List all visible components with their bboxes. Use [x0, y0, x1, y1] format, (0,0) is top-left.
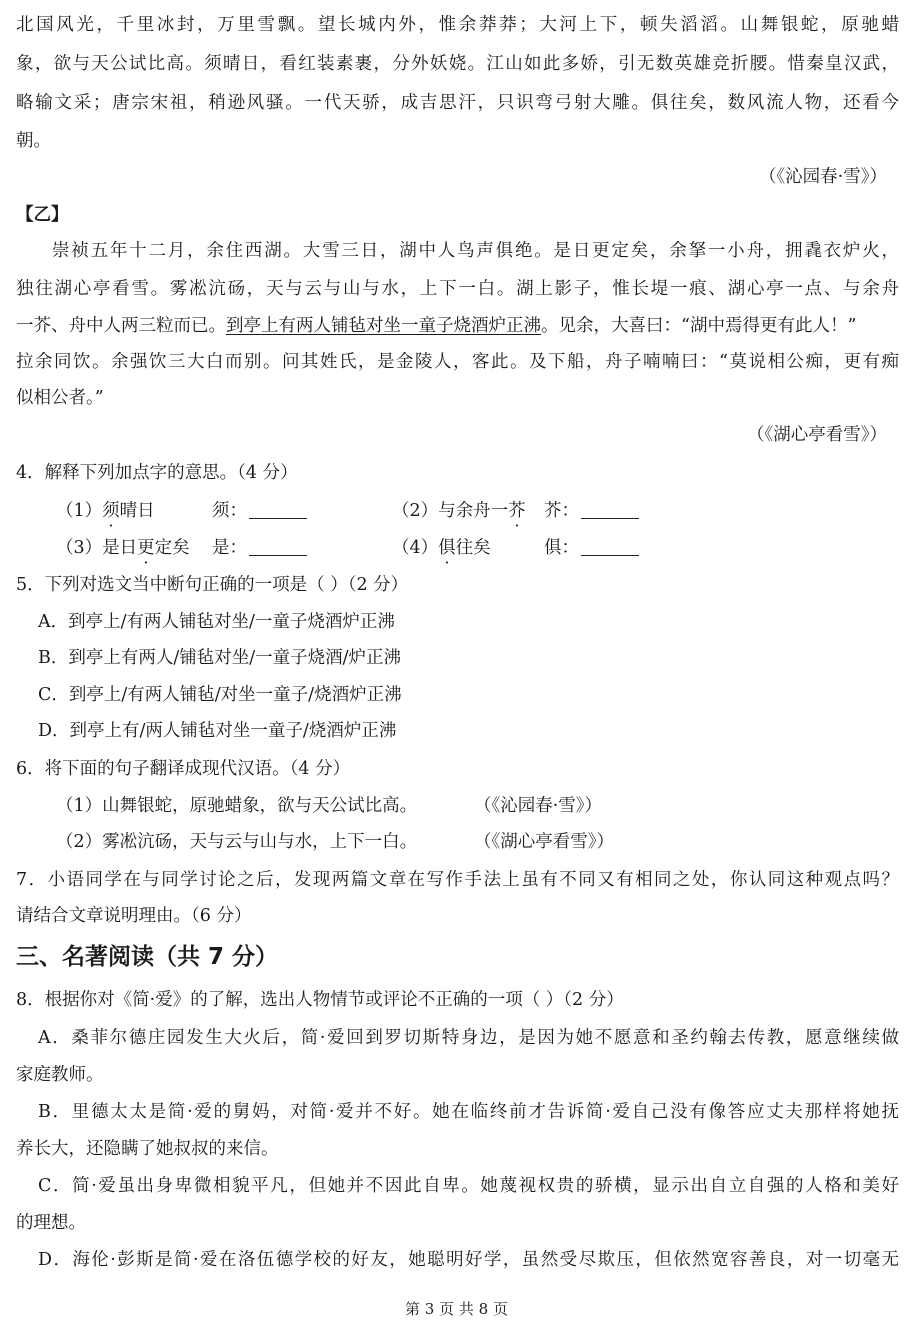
question-5-stem: 5．下列对选文当中断句正确的一项是（ ）（2 分） — [16, 575, 409, 595]
poem-source: （《沁园春·雪》） — [758, 167, 887, 187]
q6-sentence: （1）山舞银蛇，原驰蜡象，欲与天公试比高。 — [56, 796, 418, 816]
item-number: （1） — [56, 501, 103, 521]
answer-blank[interactable] — [249, 502, 307, 519]
item-text: 晴日 — [119, 501, 155, 521]
q4-item — [56, 537, 190, 559]
q8-option-b-cont: 养长大，还隐瞒了她叔叔的来信。 — [16, 1139, 279, 1159]
poem-line: 朝。 — [16, 131, 51, 151]
poem-line: 略输文采；唐宗宋祖，稍逊风骚。一代天骄，成吉思汗，只识弯弓射大雕。俱往矣，数风流人物，还看今 — [16, 93, 899, 113]
q6-item — [16, 795, 899, 819]
q5-option-d[interactable]: D．到亭上有/两人铺毡对坐一童子/烧酒炉正沸 — [38, 721, 397, 741]
q5-option-c[interactable]: C．到亭上/有两人铺毡/对坐一童子/烧酒炉正沸 — [38, 685, 402, 705]
item-number: （2） — [392, 501, 439, 521]
q8-option-c-cont: 的理想。 — [16, 1213, 86, 1233]
q6-item — [16, 831, 899, 855]
question-4-row — [16, 537, 899, 561]
passage-line: 似相公者。” — [16, 388, 104, 408]
item-text: 往矣 — [455, 538, 491, 558]
q6-source: （《湖心亭看雪》） — [474, 832, 614, 852]
q5-option-a[interactable]: A．到亭上/有两人铺毡对坐/一童子烧酒炉正沸 — [38, 612, 395, 632]
q4-item — [56, 500, 155, 522]
dotted-char: 须 — [102, 501, 120, 521]
q4-answer — [544, 537, 639, 559]
q6-sentence: （2）雾凇沆砀，天与云与山与水，上下一白。 — [56, 832, 418, 852]
dotted-char: 俱 — [438, 538, 456, 558]
q4-answer — [212, 537, 307, 559]
answer-blank[interactable] — [581, 502, 639, 519]
question-8-stem: 8．根据你对《简·爱》的了解，选出人物情节或评论不正确的一项（ ）（2 分） — [16, 990, 624, 1010]
answer-label: 俱： — [544, 538, 579, 558]
q4-answer — [212, 500, 307, 522]
section-heading: 三、名著阅读（共 7 分） — [16, 944, 279, 970]
section-label-yi: 【乙】 — [16, 205, 69, 225]
dotted-char: 更 — [137, 538, 155, 558]
q8-option-d[interactable]: D．海伦·彭斯是简·爱在洛伍德学校的好友，她聪明好学，虽然受尽欺压，但依然宽容善良，对一切毫无 — [38, 1250, 899, 1270]
passage-line: 拉余同饮。余强饮三大白而别。问其姓氏，是金陵人，客此。及下船，舟子喃喃曰：“莫说相公痴，更有痴 — [16, 352, 899, 372]
q6-source: （《沁园春·雪》） — [474, 796, 603, 816]
answer-blank[interactable] — [581, 539, 639, 556]
item-text: 定矣 — [154, 538, 190, 558]
q4-answer — [544, 500, 639, 522]
q5-option-b[interactable]: B．到亭上有两人/铺毡对坐/一童子烧酒/炉正沸 — [38, 648, 402, 668]
answer-label: 是： — [212, 538, 247, 558]
poem-line: 北国风光，千里冰封，万里雪飘。望长城内外，惟余莽莽；大河上下，顿失滔滔。山舞银蛇，原驰蜡 — [16, 15, 899, 35]
item-number: （4） — [392, 538, 439, 558]
question-6-stem: 6．将下面的句子翻译成现代汉语。（4 分） — [16, 759, 351, 779]
page-footer: 第 3 页 共 8 页 — [405, 1300, 508, 1318]
underlined-sentence: 到亭上有两人铺毡对坐一童子烧酒炉正沸 — [226, 316, 541, 336]
question-4-stem: 4．解释下列加点字的意思。（4 分） — [16, 463, 298, 483]
question-7-stem: 请结合文章说明理由。（6 分） — [16, 906, 252, 926]
passage-line: 崇祯五年十二月，余住西湖。大雪三日，湖中人鸟声俱绝。是日更定矣，余拏一小舟，拥毳衣炉火， — [52, 241, 899, 261]
item-number: （3） — [56, 538, 103, 558]
answer-label: 须： — [212, 501, 247, 521]
q4-item — [392, 537, 491, 559]
poem-line: 象，欲与天公试比高。须晴日，看红装素裹，分外妖娆。江山如此多娇，引无数英雄竞折腰。惜秦皇汉武， — [16, 54, 899, 74]
q4-item — [392, 500, 526, 522]
answer-label: 芥： — [544, 501, 579, 521]
question-7-stem: 7．小语同学在与同学讨论之后，发现两篇文章在写作手法上虽有不同又有相同之处，你认同这种观点吗？ — [16, 870, 899, 890]
passage-line: 独往湖心亭看雪。雾凇沆砀，天与云与山与水，上下一白。湖上影子，惟长堤一痕、湖心亭一点、与余舟 — [16, 279, 899, 299]
q8-option-c[interactable]: C．简·爱虽出身卑微相貌平凡，但她并不因此自卑。她蔑视权贵的骄横，显示出自立自强的人格和美好 — [38, 1176, 899, 1196]
passage-line — [16, 315, 899, 337]
item-text: 是日 — [102, 538, 138, 558]
dotted-char: 芥 — [508, 501, 526, 521]
q8-option-a-cont: 家庭教师。 — [16, 1065, 104, 1085]
item-text: 与余舟一 — [438, 501, 509, 521]
passage-text: 。见余，大喜曰：“湖中焉得更有此人！” — [541, 316, 857, 336]
passage-source: （《湖心亭看雪》） — [747, 425, 887, 445]
answer-blank[interactable] — [249, 539, 307, 556]
q8-option-b[interactable]: B．里德太太是简·爱的舅妈，对简·爱并不好。她在临终前才告诉简·爱自己没有像答应丈夫那样将她抚 — [38, 1102, 899, 1122]
passage-text: 一芥、舟中人两三粒而已。 — [16, 316, 226, 336]
q8-option-a[interactable]: A．桑菲尔德庄园发生大火后，简·爱回到罗切斯特身边，是因为她不愿意和圣约翰去传教，愿意继续做 — [38, 1028, 899, 1048]
question-4-row — [16, 500, 899, 524]
